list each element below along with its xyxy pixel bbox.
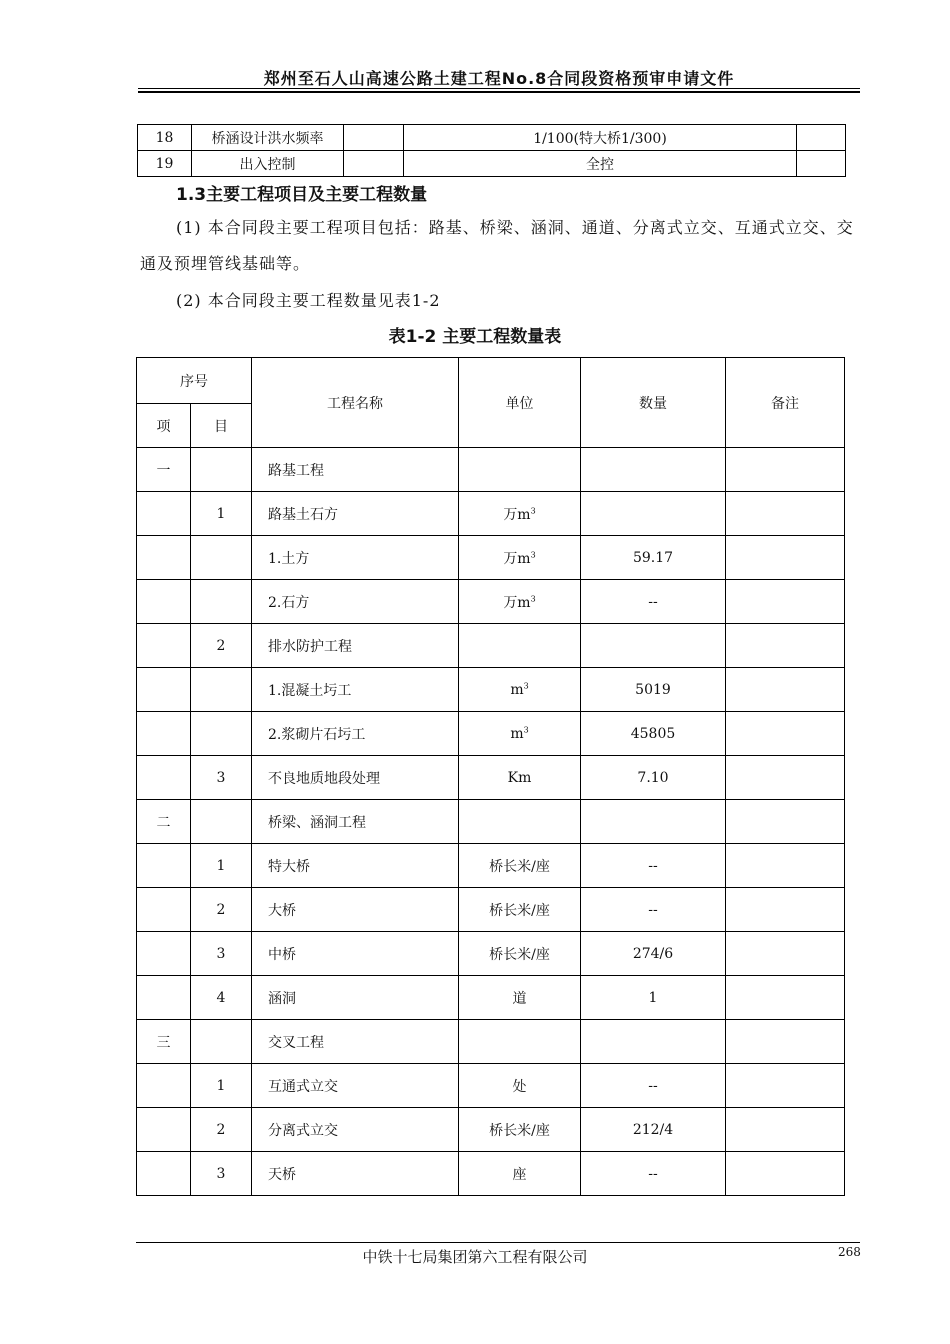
row-number: 19 — [138, 151, 192, 177]
unit-text: Km — [507, 769, 532, 786]
row-note — [797, 151, 846, 177]
name-cell: 路基工程 — [252, 448, 459, 492]
sub-item-cell — [191, 536, 252, 580]
sub-item-cell: 1 — [191, 492, 252, 536]
unit-cell — [459, 1152, 581, 1196]
quantity-cell: -- — [581, 1064, 726, 1108]
item-cell: 三 — [137, 1020, 191, 1064]
item-cell: 二 — [137, 800, 191, 844]
table-row — [137, 932, 845, 976]
sub-item-cell: 2 — [191, 1108, 252, 1152]
unit-text: m — [510, 681, 524, 698]
name-cell: 互通式立交 — [252, 1064, 459, 1108]
unit-text: 处 — [512, 1078, 527, 1095]
name-cell: 2.浆砌片石圬工 — [252, 712, 459, 756]
note-cell — [726, 624, 845, 668]
header-rule-thin — [138, 88, 860, 89]
note-cell — [726, 1108, 845, 1152]
header-unit: 单位 — [459, 358, 581, 448]
item-cell: 一 — [137, 448, 191, 492]
table-row — [137, 976, 845, 1020]
header-name: 工程名称 — [252, 358, 459, 448]
table-row — [137, 1020, 845, 1064]
continued-spec-table — [137, 124, 846, 177]
quantity-cell: 212/4 — [581, 1108, 726, 1152]
note-cell — [726, 800, 845, 844]
item-cell — [137, 712, 191, 756]
unit-cell — [459, 712, 581, 756]
table-row — [137, 1108, 845, 1152]
name-cell: 排水防护工程 — [252, 624, 459, 668]
unit-text: 万m — [503, 550, 531, 567]
table-row — [137, 580, 845, 624]
item-cell — [137, 844, 191, 888]
unit-cell — [459, 844, 581, 888]
item-cell — [137, 932, 191, 976]
row-name: 桥涵设计洪水频率 — [192, 125, 344, 151]
quantity-cell: 7.10 — [581, 756, 726, 800]
item-cell — [137, 624, 191, 668]
note-cell — [726, 1020, 845, 1064]
table-row — [138, 151, 846, 177]
note-cell — [726, 1064, 845, 1108]
row-unit — [344, 125, 404, 151]
section-heading: 1.3主要工程项目及主要工程数量 — [176, 185, 428, 205]
name-cell: 天桥 — [252, 1152, 459, 1196]
note-cell — [726, 668, 845, 712]
table-row — [137, 624, 845, 668]
item-cell — [137, 888, 191, 932]
item-cell — [137, 668, 191, 712]
sub-item-cell — [191, 580, 252, 624]
sub-item-cell: 2 — [191, 624, 252, 668]
note-cell — [726, 448, 845, 492]
header-item: 项 — [137, 404, 191, 448]
sub-item-cell — [191, 668, 252, 712]
item-cell — [137, 1108, 191, 1152]
document-header-title: 郑州至石人山高速公路土建工程No.8合同段资格预审申请文件 — [263, 69, 735, 88]
note-cell — [726, 492, 845, 536]
name-cell: 涵洞 — [252, 976, 459, 1020]
footer-company: 中铁十七局集团第六工程有限公司 — [362, 1248, 588, 1266]
sub-item-cell: 4 — [191, 976, 252, 1020]
table-row — [137, 448, 845, 492]
name-cell: 1.混凝土圬工 — [252, 668, 459, 712]
table-row — [137, 888, 845, 932]
item-cell — [137, 756, 191, 800]
unit-cell — [459, 976, 581, 1020]
paragraph-project-items: (1) 本合同段主要工程项目包括：路基、桥梁、涵洞、通道、分离式立交、互通式立交、交通及预埋管线基础等。 — [140, 218, 854, 273]
unit-cell — [459, 668, 581, 712]
item-cell — [137, 1064, 191, 1108]
sub-item-cell — [191, 800, 252, 844]
page-number: 268 — [838, 1245, 861, 1259]
item-cell — [137, 536, 191, 580]
unit-cell — [459, 624, 581, 668]
name-cell: 中桥 — [252, 932, 459, 976]
sub-item-cell: 2 — [191, 888, 252, 932]
unit-cell — [459, 1064, 581, 1108]
unit-cell — [459, 1108, 581, 1152]
unit-text: 座 — [512, 1166, 527, 1183]
unit-cell — [459, 448, 581, 492]
row-unit — [344, 151, 404, 177]
unit-superscript: 3 — [523, 680, 529, 690]
name-cell: 不良地质地段处理 — [252, 756, 459, 800]
header-note: 备注 — [726, 358, 845, 448]
unit-superscript: 3 — [523, 724, 529, 734]
row-number: 18 — [138, 125, 192, 151]
table-row — [137, 844, 845, 888]
unit-cell — [459, 580, 581, 624]
note-cell — [726, 536, 845, 580]
unit-text: 万m — [503, 506, 531, 523]
note-cell — [726, 888, 845, 932]
quantity-cell — [581, 448, 726, 492]
quantity-cell: 5019 — [581, 668, 726, 712]
unit-text: 道 — [512, 990, 527, 1007]
name-cell: 大桥 — [252, 888, 459, 932]
quantity-cell: -- — [581, 844, 726, 888]
name-cell: 2.石方 — [252, 580, 459, 624]
note-cell — [726, 932, 845, 976]
unit-text: 桥长米/座 — [489, 902, 550, 919]
unit-cell — [459, 888, 581, 932]
quantity-cell: 274/6 — [581, 932, 726, 976]
table-row — [138, 125, 846, 151]
name-cell: 交叉工程 — [252, 1020, 459, 1064]
unit-text: 桥长米/座 — [489, 946, 550, 963]
table-row — [137, 712, 845, 756]
sub-item-cell: 3 — [191, 1152, 252, 1196]
item-cell — [137, 580, 191, 624]
note-cell — [726, 844, 845, 888]
name-cell: 特大桥 — [252, 844, 459, 888]
table-row — [137, 492, 845, 536]
name-cell: 路基土石方 — [252, 492, 459, 536]
unit-text: 万m — [503, 594, 531, 611]
sub-item-cell — [191, 448, 252, 492]
quantity-cell: -- — [581, 580, 726, 624]
quantity-cell — [581, 492, 726, 536]
unit-cell — [459, 932, 581, 976]
unit-superscript: 3 — [530, 505, 536, 515]
header-rule-thick — [138, 91, 860, 93]
table-row — [137, 756, 845, 800]
table-row — [137, 668, 845, 712]
sub-item-cell — [191, 1020, 252, 1064]
footer-rule — [136, 1242, 860, 1243]
unit-superscript: 3 — [530, 549, 536, 559]
note-cell — [726, 712, 845, 756]
sub-item-cell: 3 — [191, 756, 252, 800]
table-row — [137, 800, 845, 844]
item-cell — [137, 1152, 191, 1196]
quantity-cell — [581, 800, 726, 844]
unit-text: 桥长米/座 — [489, 1122, 550, 1139]
table-header-row — [137, 358, 845, 404]
quantity-cell: -- — [581, 1152, 726, 1196]
header-seq: 序号 — [137, 358, 252, 404]
row-note — [797, 125, 846, 151]
sub-item-cell — [191, 712, 252, 756]
unit-cell — [459, 756, 581, 800]
note-cell — [726, 756, 845, 800]
sub-item-cell: 3 — [191, 932, 252, 976]
unit-cell — [459, 1020, 581, 1064]
unit-text: 桥长米/座 — [489, 858, 550, 875]
header-quantity: 数量 — [581, 358, 726, 448]
name-cell: 1.土方 — [252, 536, 459, 580]
table-row — [137, 1152, 845, 1196]
unit-cell — [459, 800, 581, 844]
unit-superscript: 3 — [530, 593, 536, 603]
row-name: 出入控制 — [192, 151, 344, 177]
quantity-cell — [581, 624, 726, 668]
item-cell — [137, 492, 191, 536]
table-caption: 表1-2 主要工程数量表 — [388, 327, 562, 347]
table-row — [137, 1064, 845, 1108]
quantity-cell: 45805 — [581, 712, 726, 756]
quantity-cell: 59.17 — [581, 536, 726, 580]
quantity-cell: -- — [581, 888, 726, 932]
unit-cell — [459, 536, 581, 580]
header-sub: 目 — [191, 404, 252, 448]
main-quantity-table — [136, 357, 845, 1196]
quantity-cell — [581, 1020, 726, 1064]
name-cell: 分离式立交 — [252, 1108, 459, 1152]
unit-text: m — [510, 725, 524, 742]
sub-item-cell: 1 — [191, 844, 252, 888]
name-cell: 桥梁、涵洞工程 — [252, 800, 459, 844]
note-cell — [726, 580, 845, 624]
item-cell — [137, 976, 191, 1020]
row-value: 全控 — [404, 151, 797, 177]
quantity-cell: 1 — [581, 976, 726, 1020]
note-cell — [726, 976, 845, 1020]
note-cell — [726, 1152, 845, 1196]
unit-cell — [459, 492, 581, 536]
row-value: 1/100(特大桥1/300) — [404, 125, 797, 151]
table-row — [137, 536, 845, 580]
paragraph-quantity-reference: (2) 本合同段主要工程数量见表1-2 — [176, 291, 441, 310]
sub-item-cell: 1 — [191, 1064, 252, 1108]
